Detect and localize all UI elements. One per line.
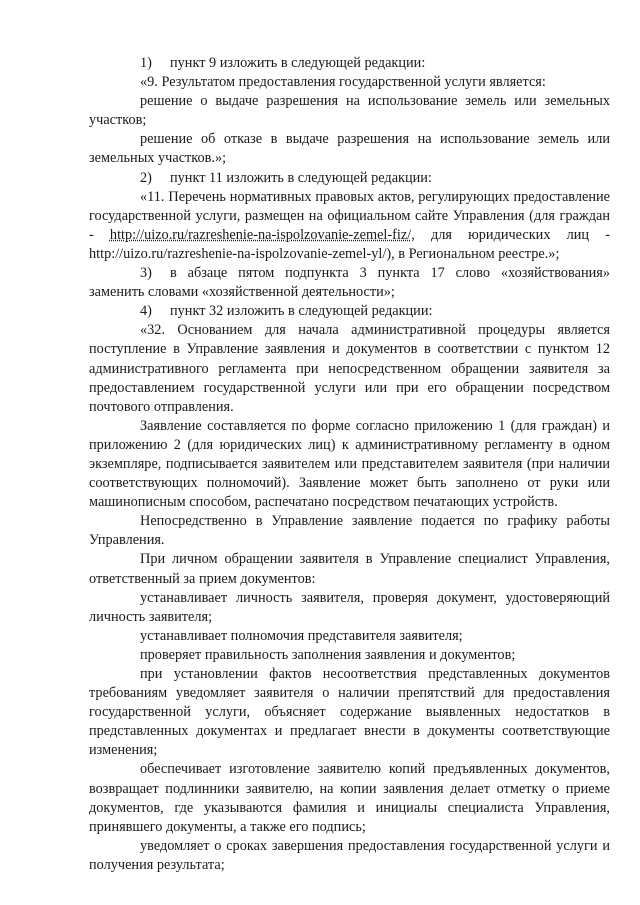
item-number: 4) bbox=[140, 303, 152, 320]
paragraph-text: пункт 9 изложить в следующей редакции: bbox=[170, 55, 426, 71]
list-item-2 bbox=[89, 169, 610, 188]
paragraph-text: обеспечивает изготовление заявителю копий предъявленных документов, возвращает подлинники заявителю, на копии заявления делает отметку о приеме документов, где указываются фамилия и инициалы специалиста Управления, принявшего документы, а также его подпись; bbox=[89, 761, 610, 835]
item-number: 1) bbox=[140, 55, 152, 71]
paragraph-text: уведомляет о сроках завершения предоставления государственной услуги и получения результата; bbox=[89, 837, 610, 873]
paragraph-text: устанавливает полномочия представителя заявителя; bbox=[140, 627, 463, 644]
paragraph bbox=[89, 646, 610, 665]
paragraph-text: «9. Результатом предоставления государственной услуги является: bbox=[140, 74, 546, 91]
paragraph-text: решение об отказе в выдаче разрешения на использование земель или земельных участков.»; bbox=[89, 131, 610, 167]
paragraph-text: пункт 32 изложить в следующей редакции: bbox=[170, 303, 433, 320]
paragraph bbox=[89, 589, 610, 627]
list-item-1 bbox=[89, 54, 610, 73]
paragraph bbox=[89, 130, 610, 168]
paragraph-text: в абзаце пятом подпункта 3 пункта 17 слово «хозяйствования» заменить словами «хозяйственной деятельности»; bbox=[89, 265, 610, 301]
paragraph-text: , для юридических лиц - http://uizo.ru/razreshenie-na-ispolzovanie-zemel-yl/), в Региональном реестре.»; bbox=[89, 226, 610, 262]
paragraph bbox=[89, 321, 610, 416]
paragraph-text: Заявление составляется по форме согласно приложению 1 (для граждан) и приложению 2 (для юридических лиц) к административному регламенту в одном экземпляре, подписывается заявителем или представителем заявителя (при наличии соответствующих полномочий). Заявление может быть заполнено от руки или машинописным способом, распечатано посредством печатающих устройств. bbox=[89, 417, 610, 511]
paragraph bbox=[89, 627, 610, 646]
paragraph-text: «32. Основанием для начала административной процедуры является поступление в Управление заявления и документов в соответствии с пунктом 12 административного регламента при непосредственном обращении заявителя за предоставлением государственной услуги или при его обращении посредством почтового отправления. bbox=[89, 322, 610, 415]
item-number: 2) bbox=[140, 169, 152, 186]
paragraph bbox=[89, 550, 610, 588]
paragraph-text: «11. Перечень нормативных правовых актов, регулирующих предоставление государственной услуги, размещен на официальном сайте Управления (для граждан - bbox=[89, 188, 610, 243]
paragraph-text: пункт 11 изложить в следующей редакции: bbox=[170, 169, 432, 186]
paragraph bbox=[89, 837, 610, 875]
paragraph bbox=[89, 92, 610, 130]
paragraph-text: При личном обращении заявителя в Управление специалист Управления, ответственный за прием документов: bbox=[89, 551, 610, 587]
website-link-individuals[interactable]: http://uizo.ru/razreshenie-na-ispolzovanie-zemel-fiz/ bbox=[109, 226, 412, 243]
paragraph-text: устанавливает личность заявителя, проверяя документ, удостоверяющий личность заявителя; bbox=[89, 589, 610, 625]
paragraph-text: проверяет правильность заполнения заявления и документов; bbox=[140, 646, 516, 663]
list-item-3 bbox=[89, 264, 610, 302]
paragraph bbox=[89, 760, 610, 836]
paragraph-text: при установлении фактов несоответствия представленных документов требованиям уведомляет заявителя о наличии препятствий для предоставления государственной услуги, объясняет содержание выявленных недостатков в представленных документах и предлагает внести в документы соответствующие изменения; bbox=[89, 666, 610, 759]
paragraph bbox=[89, 417, 610, 512]
paragraph-text: Непосредственно в Управление заявление подается по графику работы Управления. bbox=[89, 513, 610, 549]
paragraph bbox=[89, 665, 610, 760]
document-page bbox=[89, 54, 610, 875]
paragraph-text: решение о выдаче разрешения на использование земель или земельных участков; bbox=[89, 93, 610, 129]
paragraph-point-11 bbox=[89, 188, 610, 264]
list-item-4 bbox=[89, 302, 610, 321]
item-number: 3) bbox=[140, 265, 152, 282]
paragraph bbox=[89, 73, 610, 92]
paragraph bbox=[89, 512, 610, 550]
